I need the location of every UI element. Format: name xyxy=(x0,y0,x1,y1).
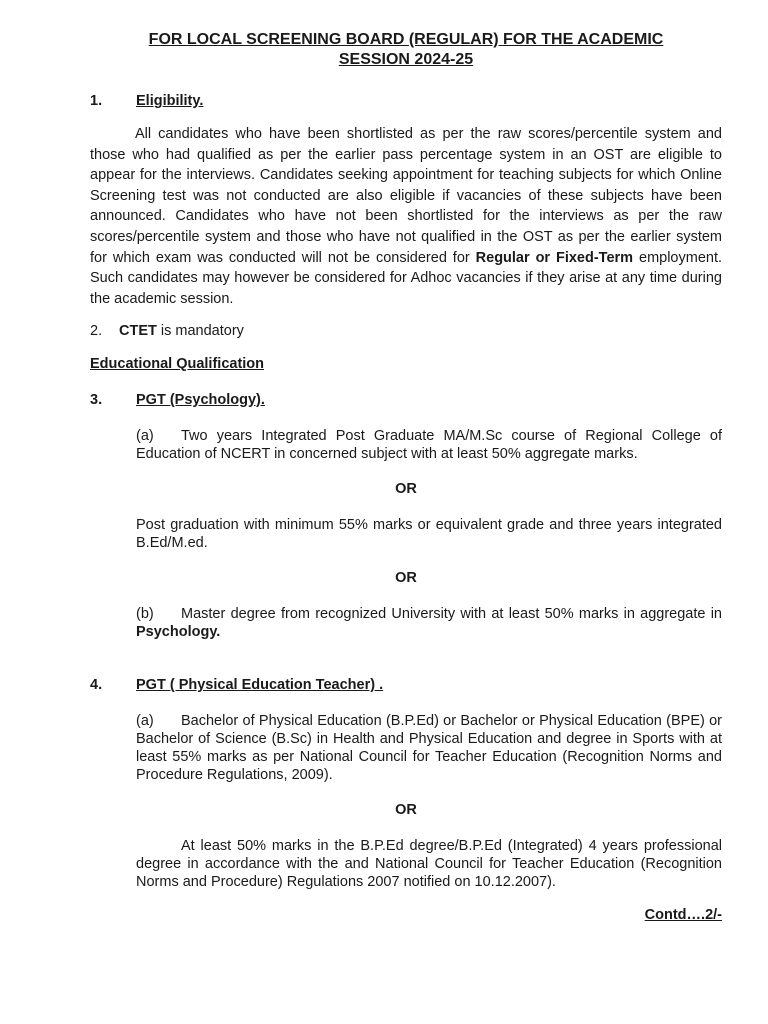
title-line-2: SESSION 2024-25 xyxy=(338,51,474,68)
section-2-rest: is mandatory xyxy=(156,323,244,339)
section-1-text-bold: Regular or Fixed-Term xyxy=(475,249,634,266)
section-1-paragraph xyxy=(90,124,722,309)
section-3-a-label: (a) xyxy=(136,428,154,444)
section-3-a-text: Two years Integrated Post Graduate MA/M.Sc course of Regional College of Education of NCERT in concerned subject with at least 50% aggregate marks. xyxy=(136,428,722,462)
section-2-bold: CTET xyxy=(119,323,157,339)
continued-marker: Contd….2/- xyxy=(644,907,722,923)
section-4-a-label: (a) xyxy=(136,713,154,729)
section-4-item-a xyxy=(136,712,722,784)
title-line-1: FOR LOCAL SCREENING BOARD (REGULAR) FOR THE ACADEMIC xyxy=(148,31,664,48)
section-4-number: 4. xyxy=(90,677,103,693)
section-3-b-label: (b) xyxy=(136,606,154,622)
section-4-item-b xyxy=(136,837,722,891)
section-3-number: 3. xyxy=(90,392,103,408)
section-2-number: 2. xyxy=(90,323,103,339)
section-4-b-text: At least 50% marks in the B.P.Ed degree/B.P.Ed (Integrated) 4 years professional degree in accordance with the and National Council for Teacher Education (Recognition Norms and Procedure) Regulations 2007 notified on 10.12.2007). xyxy=(136,838,722,890)
section-3-item-b xyxy=(136,605,722,641)
section-3-pg-text: Post graduation with minimum 55% marks or equivalent grade and three years integrated B.Ed/M.ed. xyxy=(136,517,722,551)
section-4-a-text: Bachelor of Physical Education (B.P.Ed) or Bachelor or Physical Education (BPE) or Bachelor of Science (B.Sc) in Health and Physical Education and degree in Sports with at least 55% marks as per National Council for Teacher Education (Recognition Norms and Procedure Regulations, 2009). xyxy=(136,713,722,783)
section-3-item-a xyxy=(136,427,722,463)
section-4-heading: PGT ( Physical Education Teacher) . xyxy=(136,677,384,693)
educational-qualification-heading: Educational Qualification xyxy=(90,356,265,372)
section-4-or: OR xyxy=(395,802,417,818)
section-3-or-1: OR xyxy=(395,481,417,497)
section-1-text-b: employment. Such candidates may however be considered for Adhoc vacancies if they arise at any time during the academic session. xyxy=(90,249,723,307)
section-3-heading: PGT (Psychology). xyxy=(136,392,265,408)
section-3-b-text: Master degree from recognized University with at least 50% marks in aggregate in xyxy=(181,606,722,622)
section-1-text-a: All candidates who have been shortlisted as per the raw scores/percentile system and those who had qualified as per the earlier pass percentage system in an OST are eligible to appear for the interviews. Candidates seeking appointment for teaching subjects for which Online Screening test was not conducted are also eligible if vacancies of these subjects have been announced. Candidates who have not been shortlisted for the interviews as per the raw scores/percentile system and those who have not qualified in the OST as per the earlier system for which exam was conducted will not be considered for xyxy=(90,126,722,266)
document-title xyxy=(90,30,722,70)
section-3-b-bold: Psychology. xyxy=(136,624,221,640)
section-3-or-2: OR xyxy=(395,570,417,586)
section-2-text xyxy=(119,323,244,339)
section-1-heading: Eligibility. xyxy=(136,93,204,109)
section-1-number: 1. xyxy=(90,93,103,109)
